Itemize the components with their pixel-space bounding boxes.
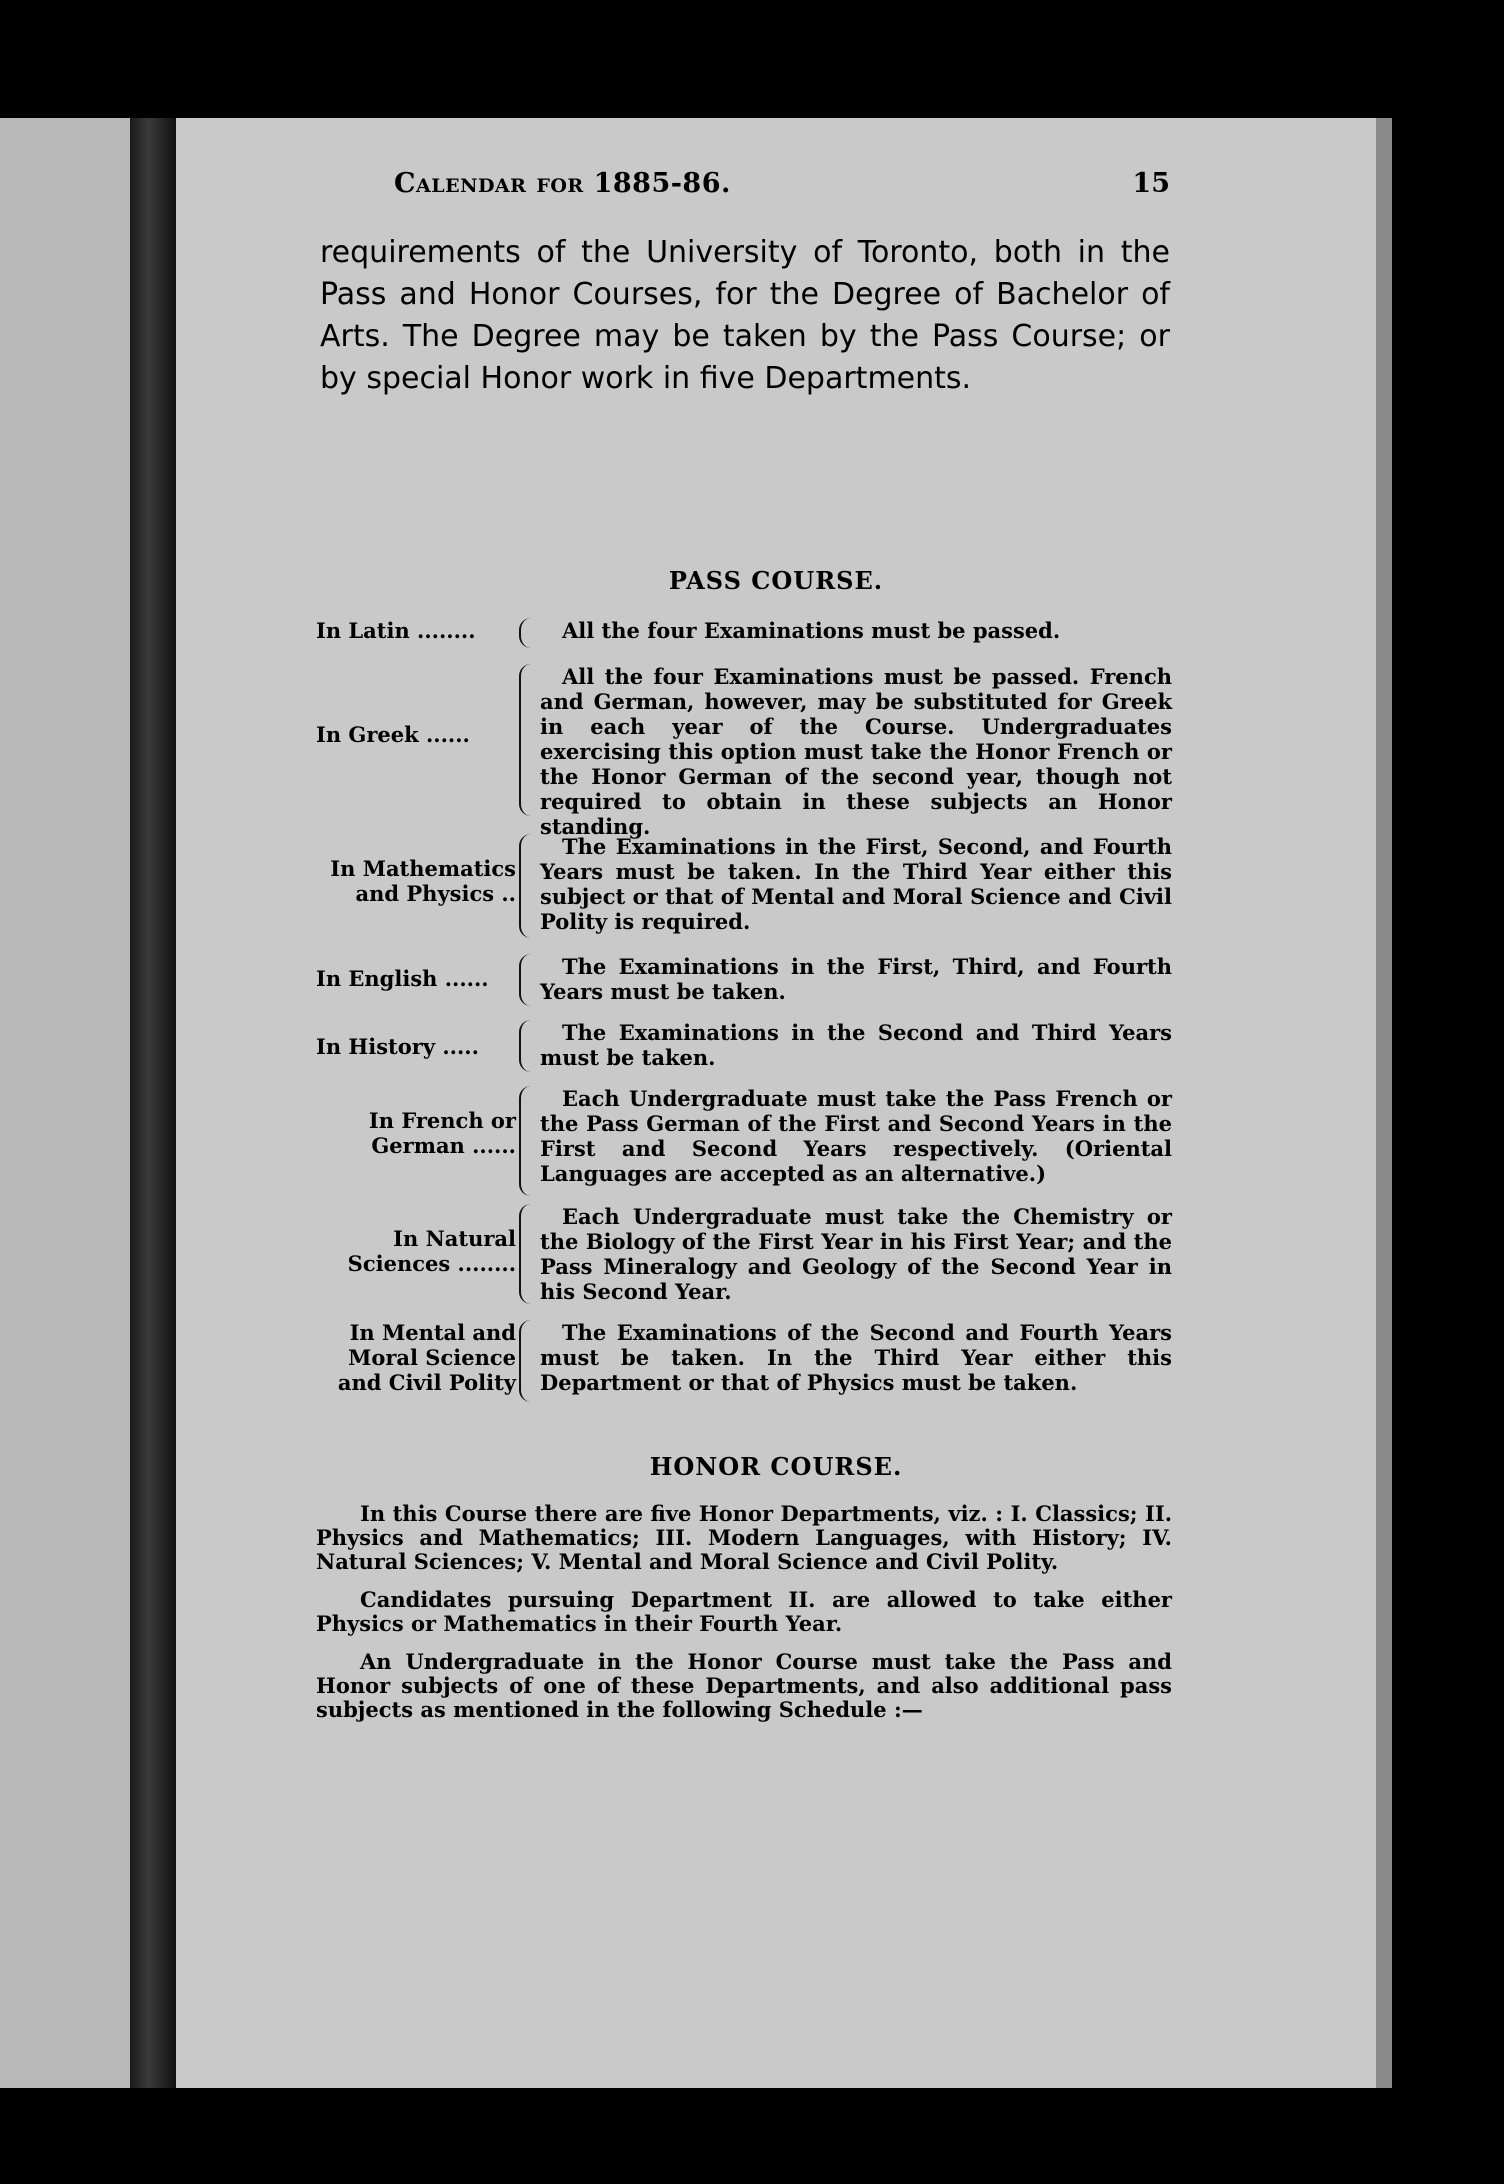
honor-paragraph: Candidates pursuing Department II. are allowed to take either Physics or Mathematics in their Fourth Year. xyxy=(316,1587,1172,1636)
pass-row-greek xyxy=(316,664,1172,839)
book-gutter xyxy=(130,118,176,2088)
pass-row-label: In Natural Sciences ........ xyxy=(347,1226,516,1276)
pass-row-latin xyxy=(316,618,1172,648)
honor-paragraph: An Undergraduate in the Honor Course must take the Pass and Honor subjects of one of these Departments, and also additional pass subjects as mentioned in the following Schedule :— xyxy=(316,1649,1172,1722)
brace xyxy=(519,954,539,1006)
pass-row-text: The Examinations of the Second and Fourth Years must be taken. In the Third Year either this Department or that of Physics must be taken. xyxy=(540,1320,1172,1395)
pass-row-label: In Mathematics and Physics .. xyxy=(330,856,516,906)
brace xyxy=(519,1020,539,1072)
pass-row-natural-sciences xyxy=(316,1204,1172,1304)
intro-paragraph: requirements of the University of Toronto, both in the Pass and Honor Courses, for the Degree of Bachelor of Arts. The Degree may be taken by the Pass Course; or by special Honor work in five Departments. xyxy=(320,235,1170,396)
pass-row-text: All the four Examinations must be passed. xyxy=(562,618,1061,643)
pass-row-text: The Examinations in the Second and Third Years must be taken. xyxy=(540,1020,1172,1070)
pass-course-title: PASS COURSE. xyxy=(668,566,884,595)
page-number: 15 xyxy=(1132,168,1170,199)
pass-row-mental-moral xyxy=(316,1320,1172,1402)
brace xyxy=(519,1320,539,1402)
pass-row-label: In History ..... xyxy=(316,1034,479,1059)
brace xyxy=(519,618,539,648)
honor-course-text xyxy=(316,1502,1172,1722)
brace xyxy=(519,834,539,938)
pass-row-label: In English ...... xyxy=(316,966,489,991)
pass-row-text: All the four Examinations must be passed. French and German, however, may be substituted for Greek in each year of the Course. Undergraduates exercising this option must take the Honor French or the Honor German of the second year, though not required to obtain in these subjects an Honor standing. xyxy=(540,664,1172,839)
honor-paragraph: In this Course there are five Honor Departments, viz. : I. Classics; II. Physics and Mathematics; III. Modern Languages, with History; IV. Natural Sciences; V. Mental and Moral Science and Civil Polity. xyxy=(316,1501,1172,1574)
pass-row-label: In Greek ...... xyxy=(316,722,470,747)
pass-row-label: In Mental and Moral Science and Civil Polity xyxy=(337,1320,516,1395)
brace xyxy=(519,1086,539,1196)
pass-row-french-german xyxy=(316,1086,1172,1196)
running-title: Calendar for 1885-86. xyxy=(394,168,731,199)
pass-row-history xyxy=(316,1020,1172,1072)
brace xyxy=(519,664,539,816)
pass-row-label: In French or German ...... xyxy=(368,1108,516,1158)
running-header xyxy=(394,168,1170,210)
honor-course-title: HONOR COURSE. xyxy=(649,1452,903,1481)
pass-row-mathematics xyxy=(316,834,1172,938)
pass-row-text: Each Undergraduate must take the Pass French or the Pass German of the First and Second Years in the First and Second Years respectively. (Oriental Languages are accepted as an alternative.) xyxy=(540,1086,1172,1186)
pass-row-label: In Latin ........ xyxy=(316,618,476,643)
pass-row-text: The Examinations in the First, Second, and Fourth Years must be taken. In the Third Year either this subject or that of Mental and Moral Science and Civil Polity is required. xyxy=(540,834,1172,934)
brace xyxy=(519,1204,539,1304)
pass-row-text: The Examinations in the First, Third, and Fourth Years must be taken. xyxy=(540,954,1172,1004)
pass-row-english xyxy=(316,954,1172,1006)
page-edge-shadow xyxy=(1376,118,1392,2088)
pass-row-text: Each Undergraduate must take the Chemistry or the Biology of the First Year in his First Year; and the Pass Mineralogy and Geology of the Second Year in his Second Year. xyxy=(540,1204,1172,1304)
